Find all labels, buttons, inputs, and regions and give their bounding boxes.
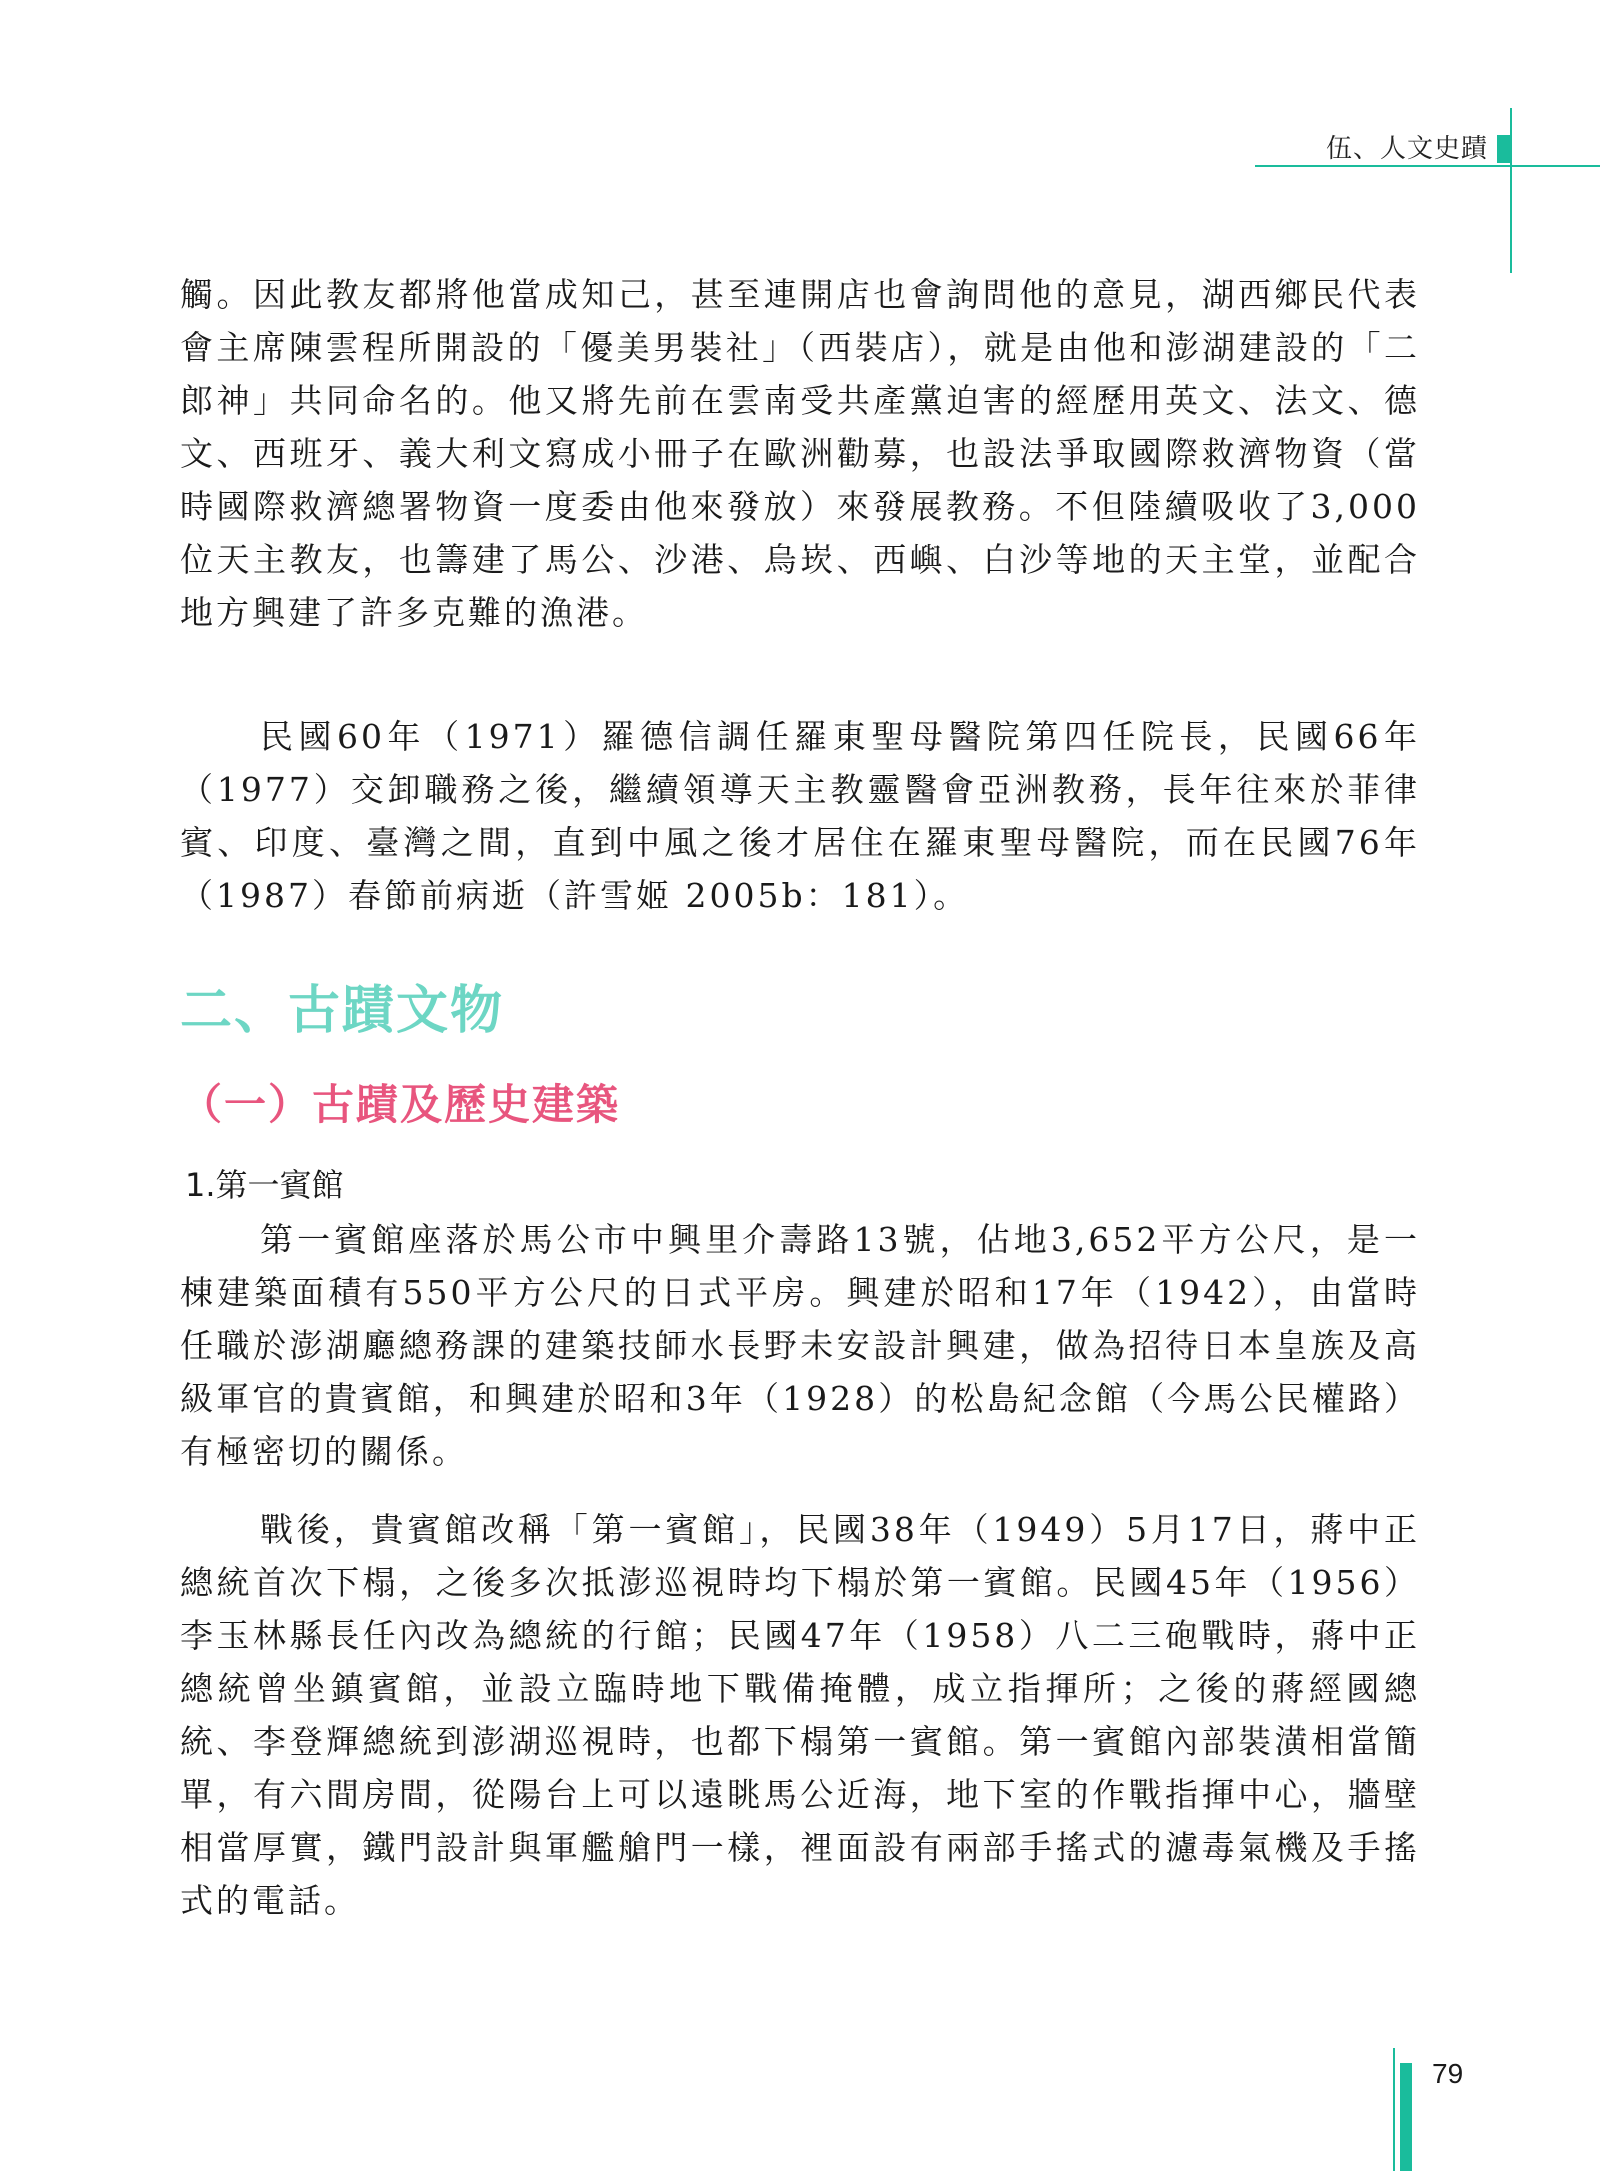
header-accent-block [1497,135,1510,163]
footer-rule-vertical [1393,2048,1395,2171]
paragraph-1: 觸。因此教友都將他當成知己，甚至連開店也會詢問他的意見，湖西鄉民代表會主席陳雲程所開設的「優美男裝社」（西裝店），就是由他和澎湖建設的「二郎神」共同命名的。他又將先前在雲南受共產黨迫害的經歷用英文、法文、德文、西班牙、義大利文寫成小冊子在歐洲勸募，也設法爭取國際救濟物資（當時國際救濟總署物資一度委由他來發放）來發展教務。不但陸續吸收了3,000位天主教友，也籌建了馬公、沙港、烏崁、西嶼、白沙等地的天主堂，並配合地方興建了許多克難的漁港。 [180,275,1420,632]
header-rule-vertical [1510,108,1512,273]
page-number: 79 [1432,2058,1464,2089]
header-rule-horizontal [1255,165,1600,167]
item-heading: 1.第一賓館 [185,1166,344,1204]
paragraph-3: 第一賓館座落於馬公市中興里介壽路13號，佔地3,652平方公尺，是一棟建築面積有550平方公尺的日式平房。興建於昭和17年（1942），由當時任職於澎湖廳總務課的建築技師水長野未安設計興建，做為招待日本皇族及高級軍官的貴賓館，和興建於昭和3年（1928）的松島紀念館（今馬公民權路）有極密切的關係。 [180,1220,1420,1471]
section-heading: 二、古蹟文物 [180,981,505,1041]
running-header-title: 伍、人文史蹟 [1325,134,1488,164]
paragraph-2: 民國60年（1971）羅德信調任羅東聖母醫院第四任院長，民國66年（1977）交卸職務之後，繼續領導天主教靈醫會亞洲教務，長年往來於菲律賓、印度、臺灣之間，直到中風之後才居住在羅東聖母醫院，而在民國76年（1987）春節前病逝（許雪姬 2005b：181）。 [180,717,1420,915]
subsection-heading: （一）古蹟及歷史建築 [180,1080,621,1129]
footer-accent-block [1400,2063,1412,2171]
paragraph-4: 戰後，貴賓館改稱「第一賓館」，民國38年（1949）5月17日，蔣中正總統首次下榻，之後多次抵澎巡視時均下榻於第一賓館。民國45年（1956）李玉林縣長任內改為總統的行館；民國47年（1958）八二三砲戰時，蔣中正總統曾坐鎮賓館，並設立臨時地下戰備掩體，成立指揮所；之後的蔣經國總統、李登輝總統到澎湖巡視時，也都下榻第一賓館。第一賓館內部裝潢相當簡單，有六間房間，從陽台上可以遠眺馬公近海，地下室的作戰指揮中心，牆壁相當厚實，鐵門設計與軍艦艙門一樣，裡面設有兩部手搖式的濾毒氣機及手搖式的電話。 [180,1510,1420,1920]
